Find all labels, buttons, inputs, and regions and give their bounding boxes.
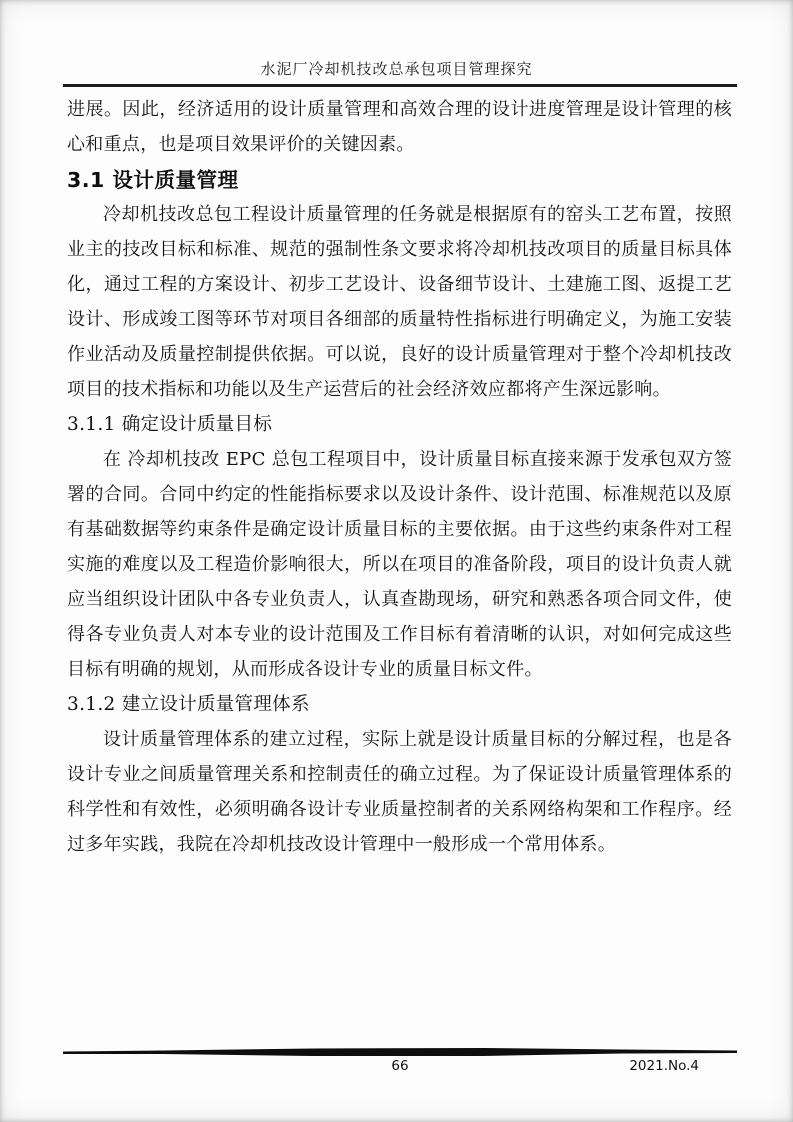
footer-rule [63, 1046, 737, 1058]
running-header-title: 水泥厂冷却机技改总承包项目管理探究 [260, 60, 533, 78]
footer [63, 1058, 737, 1078]
section-heading-3-1: 3.1 设计质量管理 [67, 168, 239, 192]
subsection-3-1-1-paragraph: 在 冷却机技改 EPC 总包工程项目中，设计质量目标直接来源于发承包双方签署的合同。合同中约定的性能指标要求以及设计条件、设计范围、标准规范以及原有基础数据等约束条件是确定设计质量目标的主要依据。由于这些约束条件对工程实施的难度以及工程造价影响很大，所以在项目的准备阶段，项目的设计负责人就应当组织设计团队中各专业负责人，认真查勘现场，研究和熟悉各项合同文件，使得各专业负责人对本专业的设计范围及工作目标有着清晰的认识，对如何完成这些目标有明确的规划，从而形成各设计专业的质量目标文件。 [67, 449, 732, 680]
subsection-heading-3-1-1: 3.1.1 确定设计质量目标 [67, 414, 273, 435]
subsection-3-1-2-paragraph: 设计质量管理体系的建立过程，实际上就是设计质量目标的分解过程，也是各设计专业之间质量管理关系和控制责任的确立过程。为了保证设计质量管理体系的科学性和有效性，必须明确各设计专业质量控制者的关系网络构架和工作程序。经过多年实践，我院在冷却机技改设计管理中一般形成一个常用体系。 [67, 729, 732, 855]
issue-label: 2021.No.4 [629, 1058, 699, 1074]
page-number: 66 [391, 1058, 409, 1074]
section-3-1-paragraph: 冷却机技改总包工程设计质量管理的任务就是根据原有的窑头工艺布置，按照业主的技改目标和标准、规范的强制性条文要求将冷却机技改项目的质量目标具体化，通过工程的方案设计、初步工艺设计、设备细节设计、土建施工图、返提工艺设计、形成竣工图等环节对项目各细部的质量特性指标进行明确定义，为施工安装作业活动及质量控制提供依据。可以说，良好的设计质量管理对于整个冷却机技改项目的技术指标和功能以及生产运营后的社会经济效应都将产生深远影响。 [67, 204, 732, 400]
page-body [67, 86, 732, 862]
intro-paragraph: 进展。因此，经济适用的设计质量管理和高效合理的设计进度管理是设计管理的核心和重点，也是项目效果评价的关键因素。 [67, 99, 732, 155]
subsection-heading-3-1-2: 3.1.2 建立设计质量管理体系 [67, 694, 310, 715]
